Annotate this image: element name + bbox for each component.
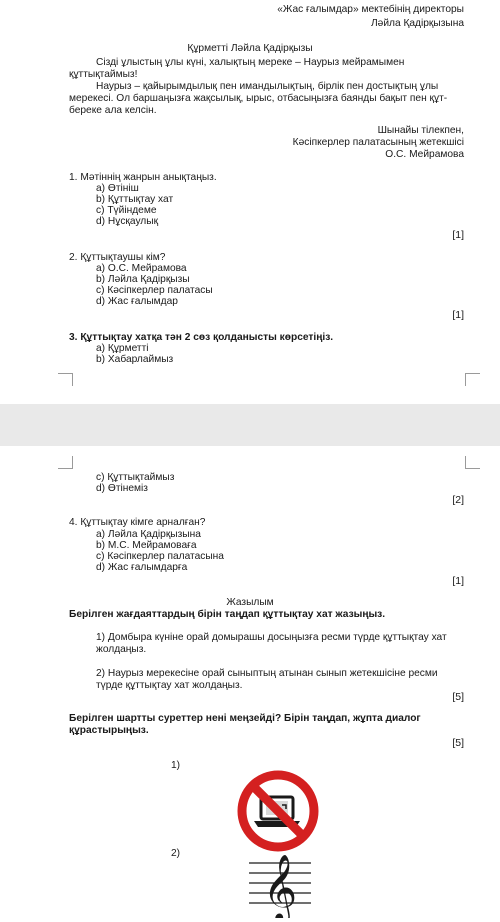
q1-option-a: a) Өтініш <box>96 183 139 194</box>
writing-item-1-line-2: жолдаңыз. <box>96 644 147 655</box>
writing-item-2-line-2: түрде құттықтау хат жолдаңыз. <box>96 680 243 691</box>
letter-greeting: Құрметті Ләйла Қадірқызы <box>187 43 313 54</box>
page-corner-mark <box>58 373 73 386</box>
q3-option-a: a) Құрметті <box>96 343 149 354</box>
recipient-line-1: «Жас ғалымдар» мектебінің директоры <box>277 4 464 15</box>
letter-paragraph-2-line-3: береке ала келсін. <box>69 105 157 116</box>
question-3: 3. Құттықтау хатқа тән 2 сөз қолданысты көрсетіңіз. <box>69 332 334 343</box>
signature-line-2: Кәсіпкерлер палатасының жетекшісі <box>292 137 464 148</box>
letter-paragraph-2-line-2: мерекесі. Ол баршаңызға жақсылық, ырыс, отбасыңызға баянды бақыт пен құт- <box>69 93 448 104</box>
q4-option-a: a) Ләйла Қадірқызына <box>96 529 201 540</box>
picture-label-2: 2) <box>171 848 181 859</box>
q4-mark: [1] <box>452 575 464 587</box>
q3-option-c: c) Құттықтаймыз <box>96 472 175 483</box>
question-1: 1. Мәтіннің жанрын анықтаңыз. <box>69 172 217 183</box>
letter-paragraph-1-line-2: құттықтаймыз! <box>69 69 138 80</box>
q2-option-b: b) Ләйла Қадірқызы <box>96 274 190 285</box>
dialog-task-line-2: құрастырыңыз. <box>69 725 149 736</box>
question-4: 4. Құттықтау кімге арналған? <box>69 517 206 528</box>
writing-task: Берілген жағдаяттардың бірін таңдап құттықтау хат жазыңыз. <box>69 609 386 620</box>
q3-option-d: d) Өтінеміз <box>96 483 148 494</box>
page-corner-mark <box>58 456 73 469</box>
page-corner-mark <box>465 373 480 386</box>
q2-option-c: c) Кәсіпкерлер палатасы <box>96 285 213 296</box>
signature-line-1: Шынайы тілекпен, <box>377 125 464 136</box>
treble-clef-icon <box>245 845 315 918</box>
letter-paragraph-2-line-1: Наурыз – қайырымдылық пен имандылықтың, бірлік пен достықтың ұлы <box>96 81 439 92</box>
page-break <box>0 404 500 446</box>
q1-mark: [1] <box>452 229 464 241</box>
q1-option-d: d) Нұсқаулық <box>96 216 159 227</box>
q4-option-c: c) Кәсіпкерлер палатасына <box>96 551 224 562</box>
dialog-mark: [5] <box>452 737 464 749</box>
writing-heading: Жазылым <box>226 597 274 608</box>
writing-mark: [5] <box>452 691 464 703</box>
q2-mark: [1] <box>452 309 464 321</box>
q1-option-b: b) Құттықтау хат <box>96 194 174 205</box>
question-2: 2. Құттықтаушы кім? <box>69 252 166 263</box>
q1-option-c: c) Түйіндеме <box>96 205 157 216</box>
q2-option-a: a) О.С. Мейрамова <box>96 263 187 274</box>
page-corner-mark <box>465 456 480 469</box>
signature-line-3: О.С. Мейрамова <box>385 149 464 160</box>
recipient-line-2: Ләйла Қадірқызына <box>370 18 464 29</box>
writing-item-2-line-1: 2) Наурыз мерекесіне орай сыныптың атынан сынып жетекшісіне ресми <box>96 668 438 679</box>
no-laptop-icon <box>236 769 320 853</box>
q3-option-b: b) Хабарлаймыз <box>96 354 174 365</box>
dialog-task-line-1: Берілген шартты суреттер нені меңзейді? Бірін таңдап, жұпта диалог <box>69 713 421 724</box>
letter-paragraph-1-line-1: Сізді ұлыстың ұлы күні, халықтың мереке – Наурыз мейрамымен <box>96 57 405 68</box>
writing-item-1-line-1: 1) Домбыра күніне орай домырашы досыңызға ресми түрде құттықтау хат <box>96 632 447 643</box>
q2-option-d: d) Жас ғалымдар <box>96 296 178 307</box>
q4-option-b: b) М.С. Мейрамоваға <box>96 540 197 551</box>
picture-label-1: 1) <box>171 760 181 771</box>
q4-option-d: d) Жас ғалымдарға <box>96 562 188 573</box>
q3-mark: [2] <box>452 494 464 506</box>
svg-text:𝄞: 𝄞 <box>262 853 298 918</box>
